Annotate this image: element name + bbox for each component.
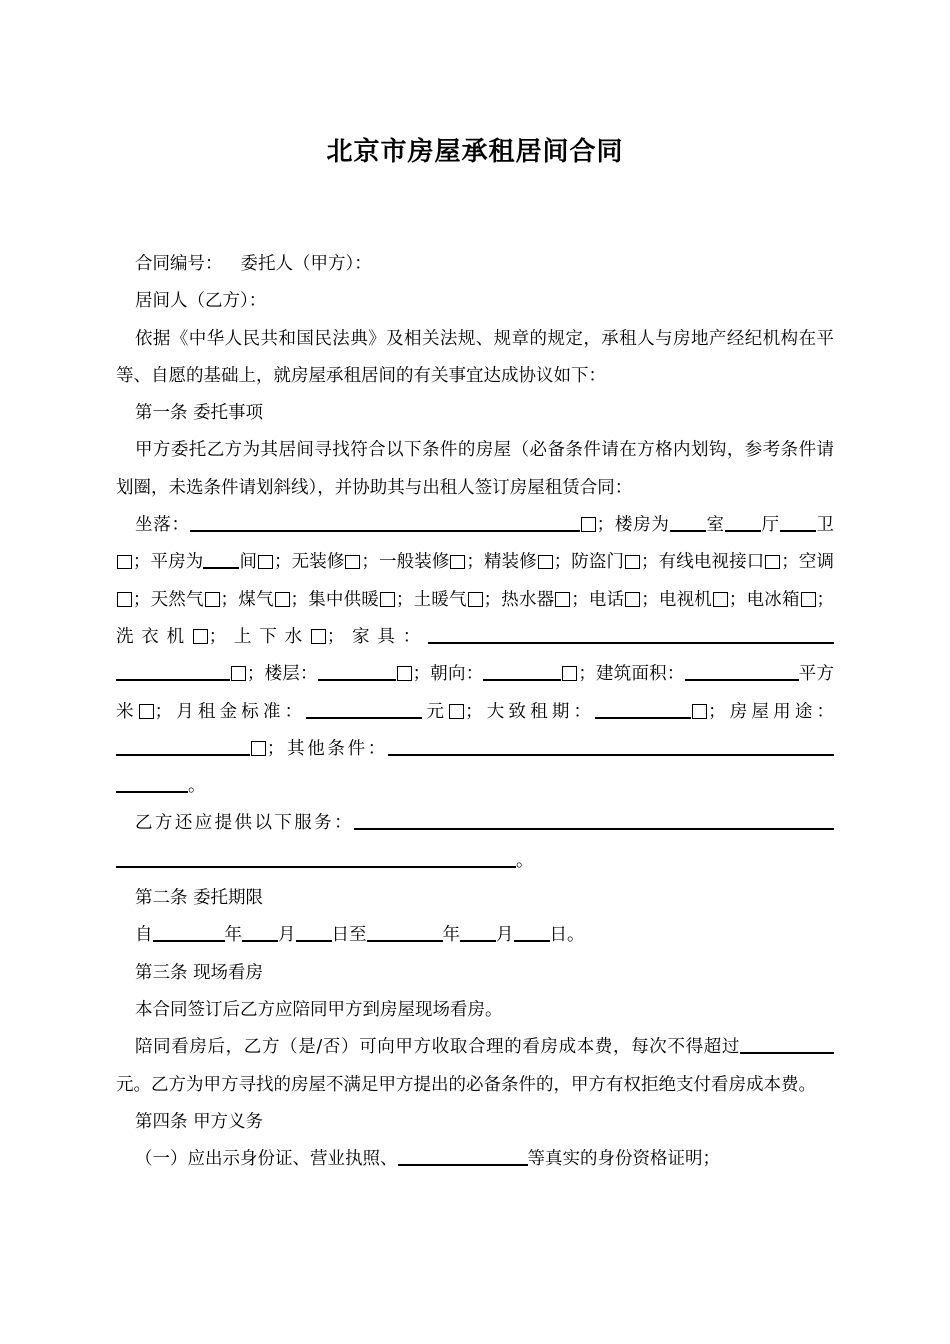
checkbox[interactable] [258,555,273,570]
agent-line: 居间人（乙方）： [135,291,267,312]
checkbox[interactable] [468,592,483,607]
start-month-blank[interactable] [242,924,278,943]
header-line-1 [116,246,834,283]
article1-conditions: 坐落： ；楼房为 室 厅 卫；平房为 间 ；无装修 ；一般装修 ；精装修 ；防盗门 ；有线电视接口 ；空调；天然气 ；煤气 ；集中供暖 ；土暖气 ；热水器 ；电话 ；电视机 ；电冰箱 ；洗衣机 ；上下水 ；家具：；楼层： ；朝向： ；建筑面积： 平方米 ；月租金标准： 元 ；大致租期： ；房屋用途：；其他条件：。 [116,515,835,797]
other-blank[interactable] [388,737,834,756]
end-day-blank[interactable] [514,924,550,943]
service-blank-cont[interactable] [116,849,516,868]
checkbox[interactable] [251,741,266,756]
checkbox[interactable] [380,592,395,607]
client-label: 委托人（甲方）： [240,254,372,274]
document-title: 北京市房屋承租居间合同 [326,137,624,167]
checkbox[interactable] [450,555,465,570]
article1-intro: 甲方委托乙方为其居间寻找符合以下条件的房屋（必备条件请在方格内划钩，参考条件请划圈，未选条件请划斜线），并协助其与出租人签订房屋租赁合同： [116,440,834,498]
checkbox[interactable] [117,592,132,607]
bath-blank[interactable] [780,513,816,532]
jian-blank[interactable] [203,551,239,570]
checkbox[interactable] [625,592,640,607]
checkbox[interactable] [139,704,154,719]
furniture-blank[interactable] [428,625,834,644]
checkbox[interactable] [193,629,208,644]
service-line: 乙方还应提供以下服务：。 [116,805,834,880]
start-day-blank[interactable] [296,924,332,943]
furniture-blank-cont[interactable] [116,663,230,682]
article3-p2: 陪同看房后，乙方（是/否）可向甲方收取合理的看房成本费，每次不得超过元。乙方为甲方寻找的房屋不满足甲方提出的必备条件的，甲方有权拒绝支付看房成本费。 [116,1029,834,1104]
contract-body [116,246,834,1178]
checkbox[interactable] [562,666,577,681]
checkbox[interactable] [713,592,728,607]
article4-heading: 第四条 甲方义务 [135,1111,264,1132]
article1-heading: 第一条 委托事项 [135,403,264,424]
checkbox[interactable] [449,704,464,719]
room-blank[interactable] [670,513,706,532]
checkbox[interactable] [581,517,596,532]
fee-blank-cont[interactable] [798,1036,834,1055]
article3-heading: 第三条 现场看房 [135,962,264,983]
hall-blank[interactable] [725,513,761,532]
article4-item1: （一）应出示身份证、营业执照、 等真实的身份资格证明； [135,1149,720,1170]
contract-no-label: 合同编号： [135,254,223,274]
checkbox[interactable] [275,592,290,607]
checkbox[interactable] [231,666,246,681]
checkbox[interactable] [625,555,640,570]
preamble: 依据《中华人民共和国民法典》及相关法规、规章的规定，承租人与房地产经纪机构在平等、自愿的基础上，就房屋承租居间的有关事宜达成协议如下： [116,328,834,386]
start-year-blank[interactable] [153,924,225,943]
checkbox[interactable] [397,666,412,681]
orientation-blank[interactable] [483,663,561,682]
checkbox[interactable] [555,592,570,607]
service-blank[interactable] [354,812,834,831]
article3-p1: 本合同签订后乙方应陪同甲方到房屋现场看房。 [135,999,503,1020]
floor-blank[interactable] [318,663,396,682]
checkbox[interactable] [538,555,553,570]
checkbox[interactable] [692,704,707,719]
checkbox[interactable] [345,555,360,570]
checkbox[interactable] [117,555,132,570]
usage-blank[interactable] [116,737,250,756]
end-month-blank[interactable] [460,924,496,943]
area-blank[interactable] [685,663,799,682]
rent-blank[interactable] [306,700,422,719]
other-blank-cont[interactable] [116,775,188,794]
article2-dates: 自 年 月 日至 年 月 日。 [135,925,585,946]
checkbox[interactable] [311,629,326,644]
checkbox[interactable] [765,555,780,570]
fee-blank[interactable] [740,1036,798,1055]
location-blank[interactable] [190,513,580,532]
article2-heading: 第二条 委托期限 [135,888,264,909]
end-year-blank[interactable] [367,924,443,943]
checkbox[interactable] [205,592,220,607]
term-blank[interactable] [595,700,691,719]
checkbox[interactable] [801,592,816,607]
id-doc-blank[interactable] [398,1148,528,1167]
